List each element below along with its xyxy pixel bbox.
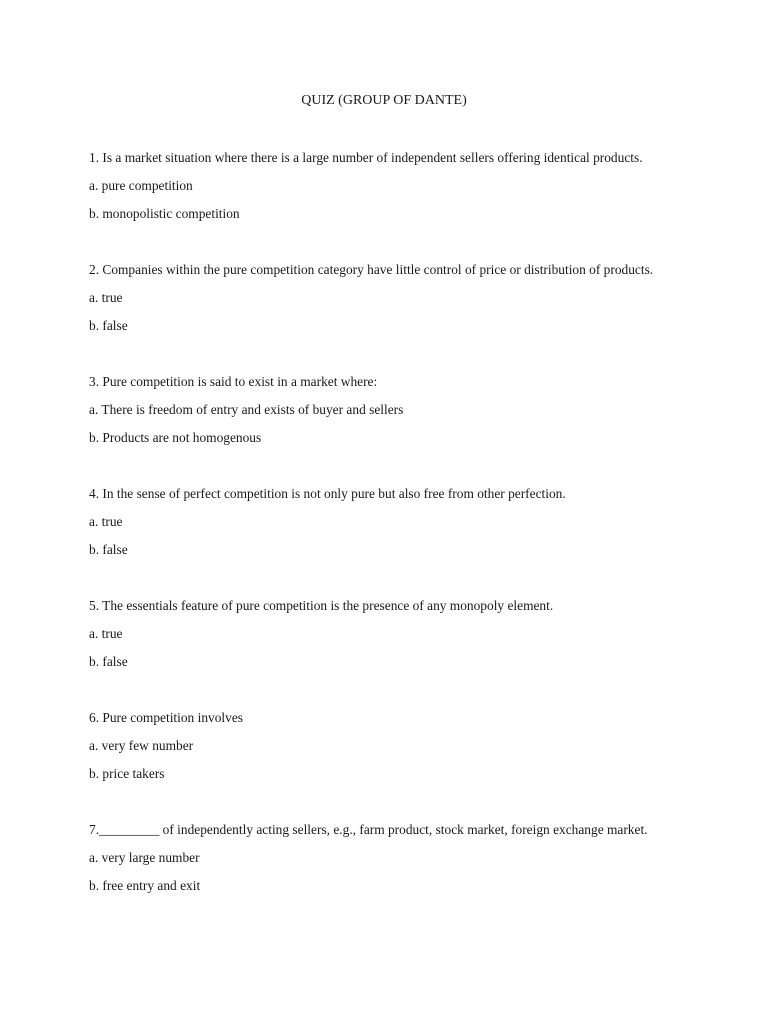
question-5-option-a: a. true: [89, 626, 123, 641]
quiz-title: QUIZ (GROUP OF DANTE): [301, 93, 467, 108]
question-3-text: 3. Pure competition is said to exist in a market where:: [89, 374, 378, 389]
question-1-text: 1. Is a market situation where there is a large number of independent sellers offering identical products.: [89, 150, 643, 165]
question-7-option-a: a. very large number: [89, 850, 200, 865]
question-2-option-a: a. true: [89, 290, 123, 305]
question-4-option-b: b. false: [89, 542, 128, 557]
question-3-option-a: a. There is freedom of entry and exists of buyer and sellers: [89, 402, 404, 417]
question-5-text: 5. The essentials feature of pure competition is the presence of any monopoly element.: [89, 598, 554, 613]
question-1-option-b: b. monopolistic competition: [89, 206, 240, 221]
question-7-option-b: b. free entry and exit: [89, 878, 201, 893]
question-5-option-b: b. false: [89, 654, 128, 669]
question-1-option-a: a. pure competition: [89, 178, 193, 193]
question-6-option-a: a. very few number: [89, 738, 194, 753]
question-4-text: 4. In the sense of perfect competition is not only pure but also free from other perfection.: [89, 486, 566, 501]
question-2-option-b: b. false: [89, 318, 128, 333]
question-7-text: 7._________ of independently acting sellers, e.g., farm product, stock market, foreign exchange market.: [89, 822, 648, 837]
question-4-option-a: a. true: [89, 514, 123, 529]
question-3-option-b: b. Products are not homogenous: [89, 430, 262, 445]
question-6-text: 6. Pure competition involves: [89, 710, 243, 725]
question-2-text: 2. Companies within the pure competition category have little control of price or distribution of products.: [89, 262, 654, 277]
question-6-option-b: b. price takers: [89, 766, 165, 781]
